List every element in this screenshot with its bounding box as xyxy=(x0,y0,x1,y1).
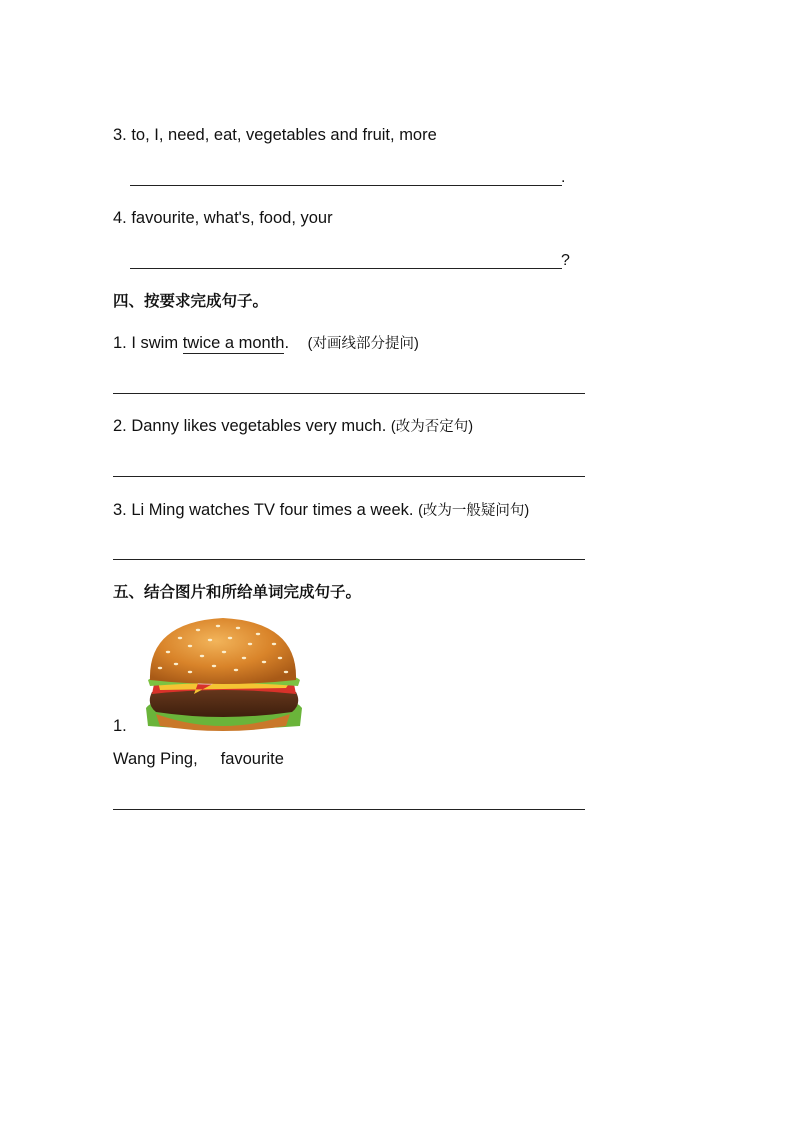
s4-q3-text: 3. Li Ming watches TV four times a week. xyxy=(113,501,414,519)
s4-q1-note: (对画线部分提问) xyxy=(307,336,419,352)
answer-line-s4-q3[interactable] xyxy=(113,559,585,560)
section-5-heading: 五、结合图片和所给单词完成句子。 xyxy=(113,584,362,601)
s5-question-1-number: 1. xyxy=(113,717,127,735)
s4-q1-underlined: twice a month xyxy=(182,334,285,352)
hamburger-image xyxy=(140,614,306,734)
answer-line-s5-q1[interactable] xyxy=(113,809,585,810)
s5-q1-given-words: Wang Ping, favourite xyxy=(113,750,284,768)
question-4-text: 4. favourite, what's, food, your xyxy=(113,209,333,227)
section-4-heading: 四、按要求完成句子。 xyxy=(113,293,269,310)
q3-period: . xyxy=(561,169,566,186)
answer-line-q3[interactable] xyxy=(130,185,562,186)
s4-q1-suffix: . xyxy=(284,334,290,352)
s4-q2-note: (改为否定句) xyxy=(390,419,474,435)
s4-question-2 xyxy=(113,416,473,437)
s4-q2-text: 2. Danny likes vegetables very much. xyxy=(113,417,387,435)
answer-line-s4-q2[interactable] xyxy=(113,476,585,477)
answer-line-q4[interactable] xyxy=(130,268,562,269)
q4-question-mark: ? xyxy=(561,252,570,269)
s4-question-1 xyxy=(113,333,419,354)
s4-q3-note: (改为一般疑问句) xyxy=(418,503,530,519)
s4-q1-prefix: 1. I swim xyxy=(113,334,183,352)
s4-question-3 xyxy=(113,500,529,521)
question-3-text: 3. to, I, need, eat, vegetables and fruit, more xyxy=(113,126,437,144)
answer-line-s4-q1[interactable] xyxy=(113,393,585,394)
